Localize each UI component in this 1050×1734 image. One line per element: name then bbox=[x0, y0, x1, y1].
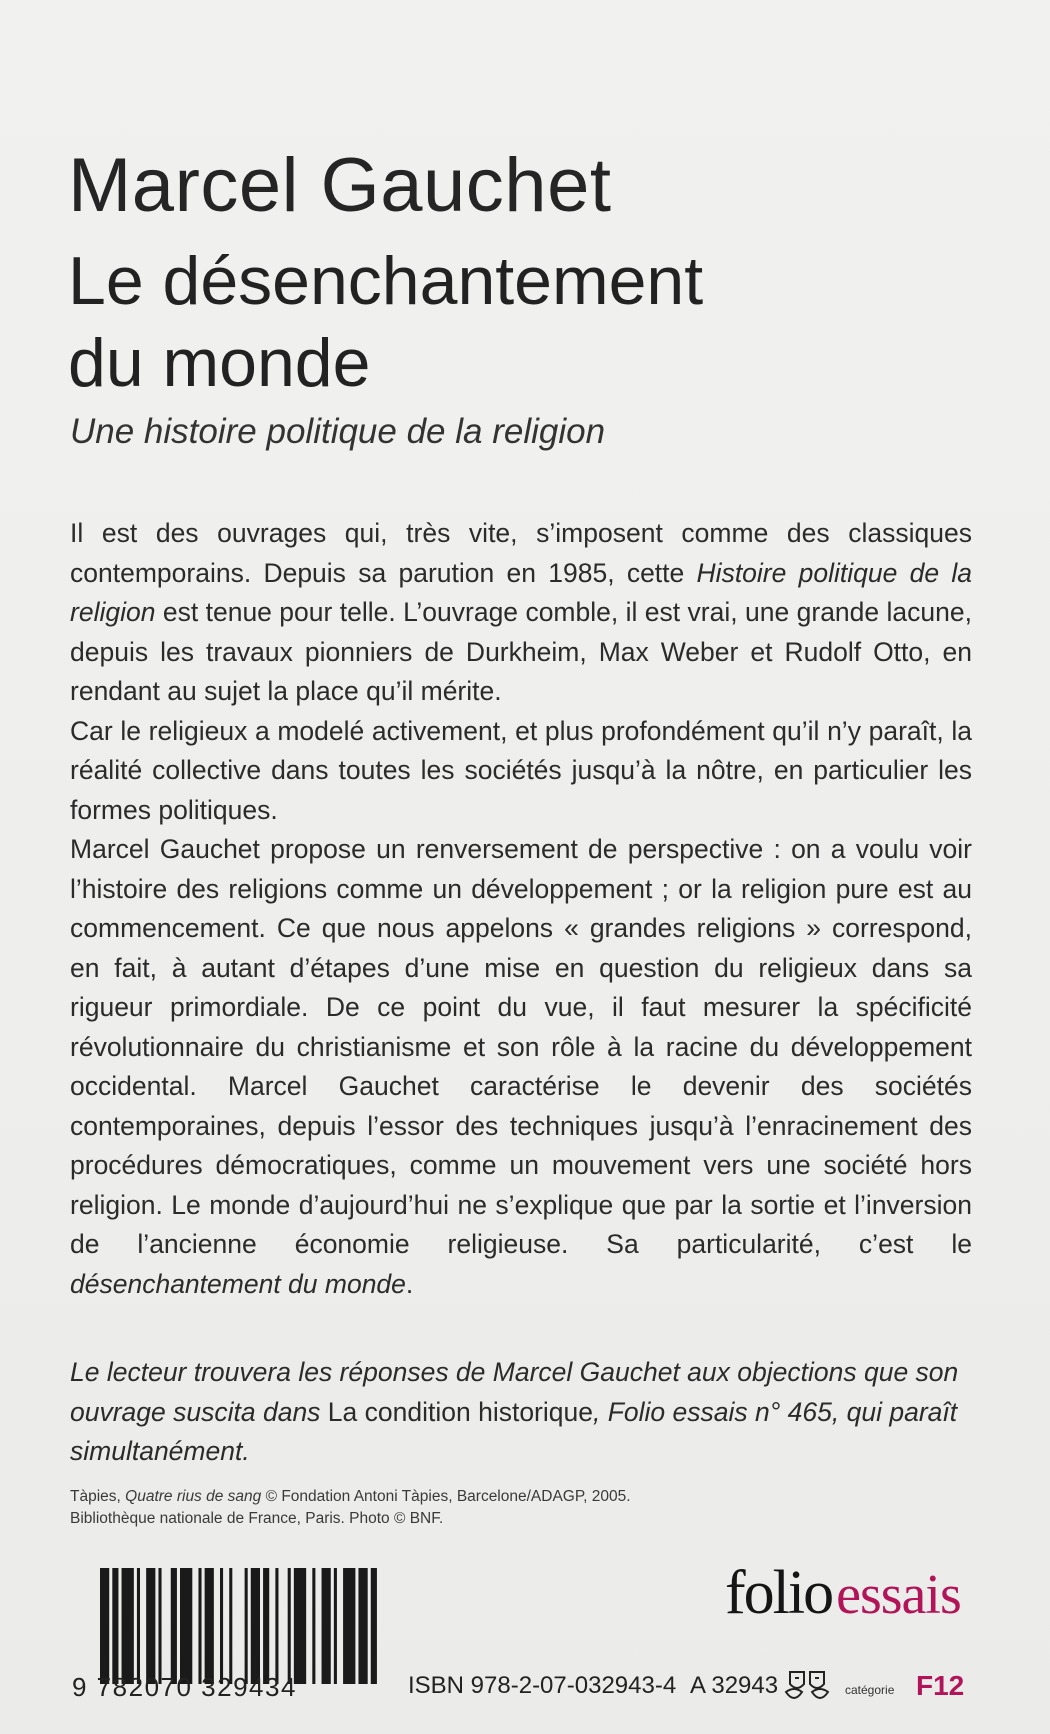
note-text: Le lecteur trouvera les réponses de Marcel Gauchet aux objections que son ouvrage suscita dans bbox=[70, 1357, 959, 1427]
author-name: Marcel Gauchet bbox=[68, 143, 612, 228]
barcode-digits: 9 782070 329434 bbox=[72, 1672, 297, 1702]
blurb bbox=[70, 514, 972, 1304]
blurb-text: est tenue pour telle. L’ouvrage comble, il est vrai, une grande lacune, depuis les travaux pionniers de Durkheim, Max Weber et Rudolf Otto, en rendant au sujet la place qu’il mérite. bbox=[70, 597, 972, 706]
credits-line-2: Bibliothèque nationale de France, Paris. Photo © BNF. bbox=[70, 1510, 444, 1527]
credits-text: © Fondation Antoni Tàpies, Barcelone/ADAGP, 2005. bbox=[261, 1488, 631, 1505]
folio-essais-logo bbox=[725, 1558, 961, 1638]
blurb-paragraph-3 bbox=[70, 830, 972, 1304]
credits-artwork-title: Quatre rius de sang bbox=[125, 1488, 262, 1505]
category-value: F12 bbox=[916, 1670, 965, 1701]
logo-essais: essais bbox=[836, 1564, 961, 1626]
blurb-italic-text: Histoire politique de la religion bbox=[70, 557, 972, 627]
book-subtitle: Une histoire politique de la religion bbox=[70, 412, 606, 451]
article-code: A 32943 bbox=[690, 1672, 779, 1699]
isbn: ISBN 978-2-07-032943-4 bbox=[408, 1672, 677, 1699]
blurb-text: . bbox=[405, 1268, 414, 1299]
note-book-title: La condition historique bbox=[327, 1396, 593, 1427]
image-credits bbox=[70, 1486, 631, 1530]
book-title bbox=[68, 240, 968, 404]
title-line-2: du monde bbox=[68, 325, 371, 401]
credits-line-1 bbox=[70, 1486, 631, 1508]
theatre-masks-icon bbox=[782, 1666, 832, 1708]
title-line-1: Le désenchantement bbox=[68, 243, 704, 319]
logo-folio: folio bbox=[725, 1559, 833, 1627]
blurb-italic-text: désenchantement du monde bbox=[70, 1268, 406, 1299]
credits-text: Tàpies, bbox=[70, 1488, 126, 1505]
category-label: catégorie bbox=[845, 1683, 895, 1697]
note-text: , Folio essais n° 465, qui paraît simultanément. bbox=[70, 1396, 958, 1466]
blurb-paragraph-2: Car le religieux a modelé activement, et plus profondément qu’il n’y paraît, la réalité collective dans toutes les sociétés jusqu’à la nôtre, en particulier les formes politiques. bbox=[70, 715, 972, 825]
reader-note bbox=[70, 1353, 990, 1472]
blurb-text: Marcel Gauchet propose un renversement de perspective : on a voulu voir l’histoire des religions comme un développement ; or la religion pure est au commencement. Ce que nous appelons « grandes religions » correspond, en fait, à autant d’étapes d’une mise en question du religieux dans sa rigueur primordiale. De ce point du vue, il faut mesurer la spécificité révolutionnaire du christianisme et son rôle à la racine du développement occidental. Marcel Gauchet caractérise le devenir des sociétés contemporaines, depuis l’essor des techniques jusqu’à l’enracinement des procédures démocratiques, comme un mouvement vers une société hors religion. Le monde d’aujourd’hui ne s’explique que par la sortie et l’inversion de l’ancienne économie religieuse. Sa particularité, c’est le bbox=[70, 834, 972, 1259]
blurb-paragraph-1 bbox=[70, 514, 972, 712]
barcode bbox=[100, 1568, 380, 1684]
blurb-text: Il est des ouvrages qui, très vite, s’imposent comme des classiques contemporains. Depuis sa parution en 1985, cette bbox=[70, 518, 972, 588]
